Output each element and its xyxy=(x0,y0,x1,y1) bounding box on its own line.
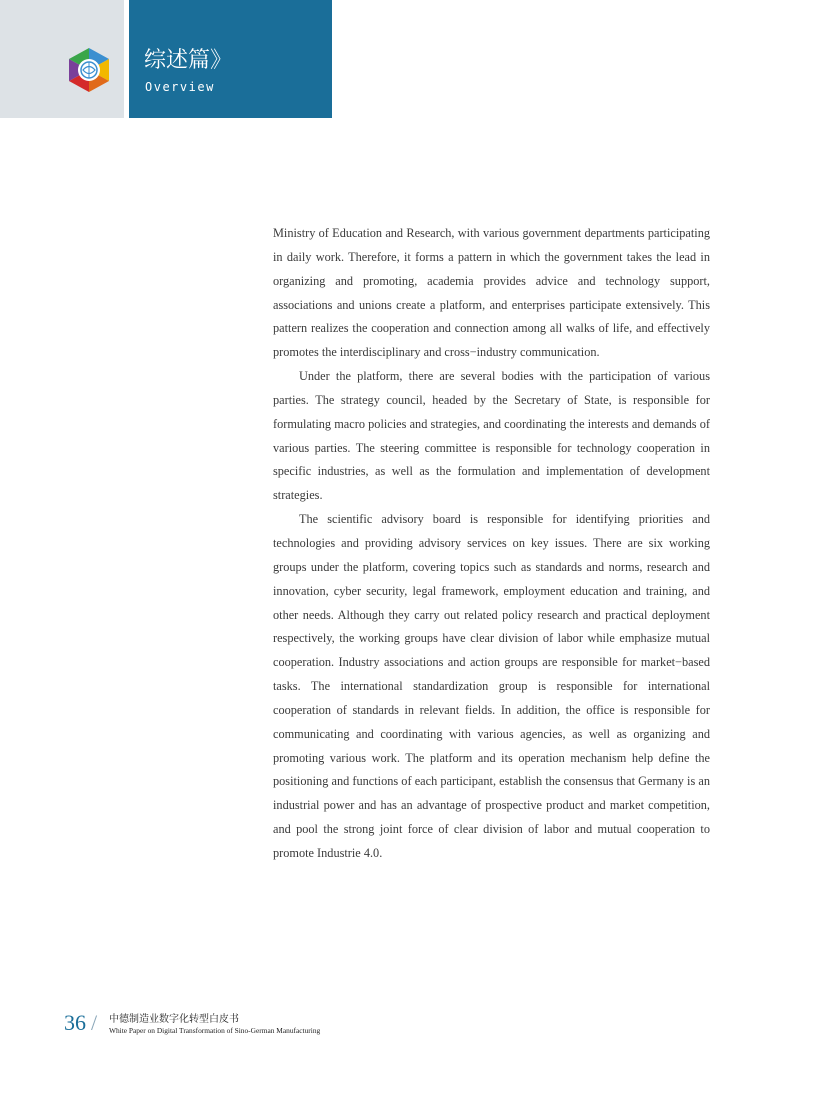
paragraph: Under the platform, there are several bodies with the participation of various parties. The strategy council, headed by the Secretary of State, is responsible for formulating macro policies and strategies, and coordinating the interests and demands of various parties. The steering committee is responsible for technology cooperation in specific industries, as well as the formulation and implementation of development strategies. xyxy=(273,369,710,503)
section-title: 综述篇》 xyxy=(144,48,233,73)
footer-title-en: White Paper on Digital Transformation of Sino-German Manufacturing xyxy=(109,1026,321,1035)
body-text xyxy=(273,222,710,866)
footer-slash: / xyxy=(91,1010,98,1035)
page-number: 36 xyxy=(64,1010,86,1035)
header-grey-block xyxy=(0,0,124,118)
hexagon-logo-icon xyxy=(64,46,114,94)
paragraph: The scientific advisory board is responsible for identifying priorities and technologies and providing advisory services on key issues. There are six working groups under the platform, covering topics such as standards and norms, research and innovation, cyber security, legal framework, employment education and training, and other needs. Although they carry out related policy research and practical deployment respectively, the working groups have clear division of labor while emphasize mutual cooperation. Industry associations and action groups are responsible for market−based tasks. The international standardization group is responsible for international cooperation of standards in relevant fields. In addition, the office is responsible for communicating and coordinating with various agencies, as well as organizing and promoting various work. The platform and its operation mechanism help define the positioning and functions of each participant, establish the consensus that Germany is an industrial power and has an advantage of prospective product and market competition, and pool the strong joint force of clear division of labor and mutual cooperation to promote Industrie 4.0. xyxy=(273,512,710,860)
footer-title-cn: 中德制造业数字化转型白皮书 xyxy=(109,1014,239,1025)
paragraph: Ministry of Education and Research, with various government departments participating in daily work. Therefore, it forms a pattern in which the government takes the lead in organizing and promoting, academia provides advice and technology support, associations and unions create a platform, and enterprises participate extensively. This pattern realizes the cooperation and connection among all walks of life, and effectively promotes the interdisciplinary and cross−industry communication. xyxy=(273,226,710,360)
section-subtitle: Overview xyxy=(145,80,215,94)
section-header xyxy=(129,0,332,118)
